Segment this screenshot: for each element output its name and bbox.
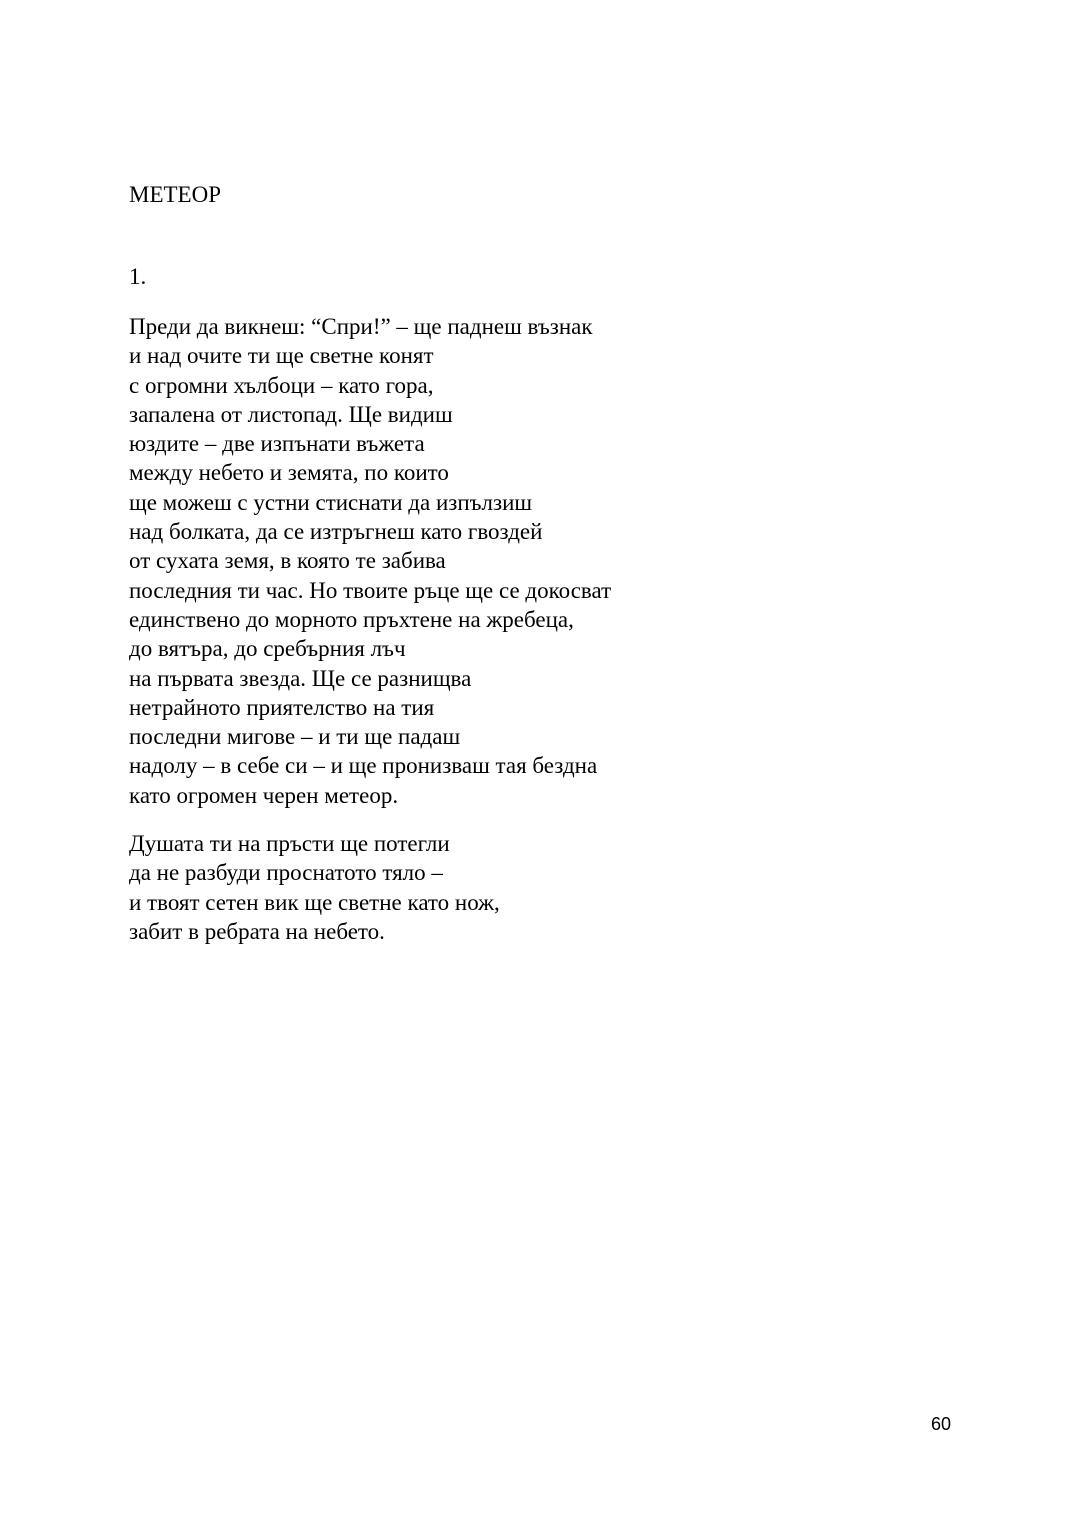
poem-line: забит в ребрата на небето. — [129, 918, 385, 944]
poem-line: надолу – в себе си – и ще пронизваш тая бездна — [129, 753, 598, 779]
poem-line: и твоят сетен вик ще светне като нож, — [129, 889, 500, 915]
stanza-1 — [129, 312, 611, 810]
section-number: 1. — [129, 264, 147, 289]
poem-line: на първата звезда. Ще се разнищва — [129, 665, 472, 691]
poem-line: Душата ти на пръсти ще потегли — [129, 831, 450, 856]
poem-title: МЕТЕОР — [129, 182, 221, 207]
poem-line: последни мигове – и ти ще падаш — [129, 724, 461, 750]
poem-line: Преди да викнеш: “Спри!” – ще паднеш възнак — [129, 314, 593, 339]
poem-line: нетрайното приятелство на тия — [129, 694, 435, 720]
poem-line: между небето и земята, по които — [129, 460, 449, 486]
poem-line: единствено до морното пръхтене на жребеца, — [129, 606, 574, 632]
poem-line: последния ти час. Но твоите ръце ще се докосват — [129, 577, 612, 603]
poem-line: да не разбуди проснатото тяло – — [129, 860, 443, 886]
poem-line: запалена от листопад. Ще видиш — [129, 401, 453, 427]
page-number: 60 — [931, 1414, 952, 1434]
poem-line: от сухата земя, в която те забива — [129, 548, 446, 574]
poem-line: ще можеш с устни стиснати да изпълзиш — [129, 489, 533, 515]
poem-line: с огромни хълбоци – като гора, — [129, 372, 434, 398]
poem-line: над болката, да се изтръгнеш като гвоздей — [129, 519, 543, 545]
poem-line: като огромен черен метеор. — [129, 782, 399, 808]
stanza-2 — [129, 829, 500, 946]
poem-line: до вятъра, до сребърния лъч — [129, 636, 406, 662]
poem-line: и над очите ти ще светне конят — [129, 343, 434, 369]
poem-line: юздите – две изпънати въжета — [129, 431, 425, 457]
